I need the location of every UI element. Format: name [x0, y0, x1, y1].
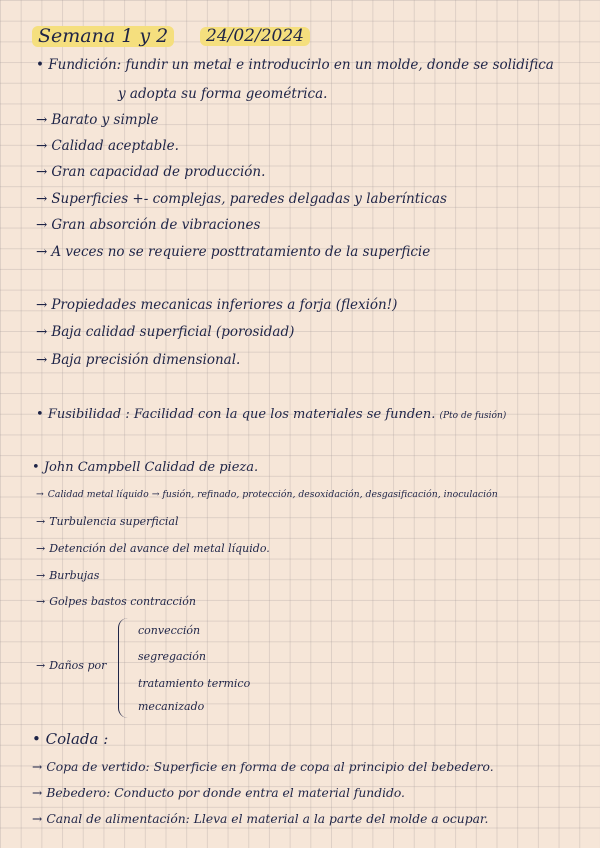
danos-item: tratamiento termico — [138, 677, 251, 690]
arrow-icon: → — [36, 164, 48, 180]
advantage-text: A veces no se requiere posttratamiento de la superficie — [51, 244, 431, 260]
campbell-item — [36, 570, 99, 581]
campbell-item — [36, 516, 179, 527]
fusibilidad-definition — [36, 408, 506, 421]
arrow-icon: → — [36, 489, 44, 500]
disadvantage-text: Propiedades mecanicas inferiores a forja (flexión!) — [51, 297, 398, 313]
colada-item — [32, 787, 405, 799]
bullet: • — [32, 460, 40, 475]
arrow-icon: → — [36, 595, 46, 608]
advantage-text: Gran capacidad de producción. — [51, 164, 266, 180]
arrow-icon: → — [36, 659, 46, 672]
campbell-item-text: Golpes bastos contracción — [49, 595, 196, 608]
fusibilidad-note: (Pto de fusión) — [439, 411, 507, 421]
colada-item — [32, 813, 488, 825]
colada-item-text: Bebedero: Conducto por donde entra el material fundido. — [46, 786, 405, 800]
bullet: • — [32, 730, 41, 748]
disadvantage-item — [36, 299, 397, 313]
page-date: 24/02/2024 — [200, 27, 310, 46]
advantage-text: Superficies +- complejas, paredes delgadas y laberínticas — [51, 191, 447, 207]
arrow-icon: → — [36, 515, 46, 528]
fundicion-definition-line-2: y adopta su forma geométrica. — [118, 86, 328, 102]
bullet: • — [36, 57, 44, 73]
arrow-icon: → — [36, 569, 46, 582]
advantage-item — [36, 140, 179, 154]
arrow-icon: → — [36, 297, 48, 313]
colada-title-text: Colada : — [45, 730, 109, 748]
arrow-icon: → — [36, 217, 48, 233]
campbell-item-text: Detención del avance del metal líquido. — [49, 542, 270, 555]
arrow-icon: → — [32, 812, 43, 826]
danos-item: mecanizado — [138, 700, 205, 713]
danos-label-text: Daños por — [49, 659, 107, 672]
danos-label — [36, 660, 106, 671]
campbell-item — [36, 543, 270, 554]
fusibilidad-text: Fusibilidad : Facilidad con la que los materiales se funden. — [47, 407, 436, 422]
campbell-item-text: Burbujas — [49, 569, 100, 582]
arrow-icon: → — [36, 191, 48, 207]
colada-item-text: Copa de vertido: Superficie en forma de copa al principio del bebedero. — [46, 760, 494, 774]
arrow-icon: → — [36, 244, 48, 260]
colada-title — [32, 732, 108, 747]
campbell-item — [36, 596, 196, 607]
campbell-item-text: Calidad metal líquido → fusión, refinado, protección, desoxidación, desgasificación, inoculación — [47, 489, 498, 500]
campbell-item-text: Turbulencia superficial — [49, 515, 179, 528]
bullet: • — [36, 407, 44, 422]
danos-item: segregación — [138, 650, 206, 663]
fundicion-definition — [36, 59, 554, 73]
colada-item-text: Canal de alimentación: Lleva el material a la parte del molde a ocupar. — [46, 812, 489, 826]
danos-item: convección — [138, 624, 201, 637]
brace-icon — [118, 618, 131, 718]
disadvantage-text: Baja calidad superficial (porosidad) — [51, 324, 295, 340]
disadvantage-item — [36, 354, 240, 368]
arrow-icon: → — [36, 324, 48, 340]
arrow-icon: → — [32, 760, 43, 774]
advantage-item — [36, 193, 447, 207]
arrow-icon: → — [32, 786, 43, 800]
campbell-title — [32, 461, 258, 474]
disadvantage-item — [36, 326, 294, 340]
arrow-icon: → — [36, 138, 48, 154]
campbell-title-text: John Campbell Calidad de pieza. — [43, 460, 259, 475]
advantage-item — [36, 219, 260, 233]
disadvantage-text: Baja precisión dimensional. — [51, 352, 241, 368]
colada-item — [32, 761, 494, 773]
fundicion-definition-line-1: Fundición: fundir un metal e introducirlo en un molde, donde se solidifica — [48, 57, 554, 73]
arrow-icon: → — [36, 352, 48, 368]
page-title: Semana 1 y 2 — [32, 26, 174, 47]
advantage-text: Barato y simple — [51, 112, 159, 128]
arrow-icon: → — [36, 112, 48, 128]
advantage-text: Calidad aceptable. — [51, 138, 179, 154]
advantage-item — [36, 246, 430, 260]
advantage-text: Gran absorción de vibraciones — [51, 217, 261, 233]
campbell-item — [36, 490, 498, 499]
advantage-item — [36, 114, 159, 128]
arrow-icon: → — [36, 542, 46, 555]
advantage-item — [36, 166, 265, 180]
